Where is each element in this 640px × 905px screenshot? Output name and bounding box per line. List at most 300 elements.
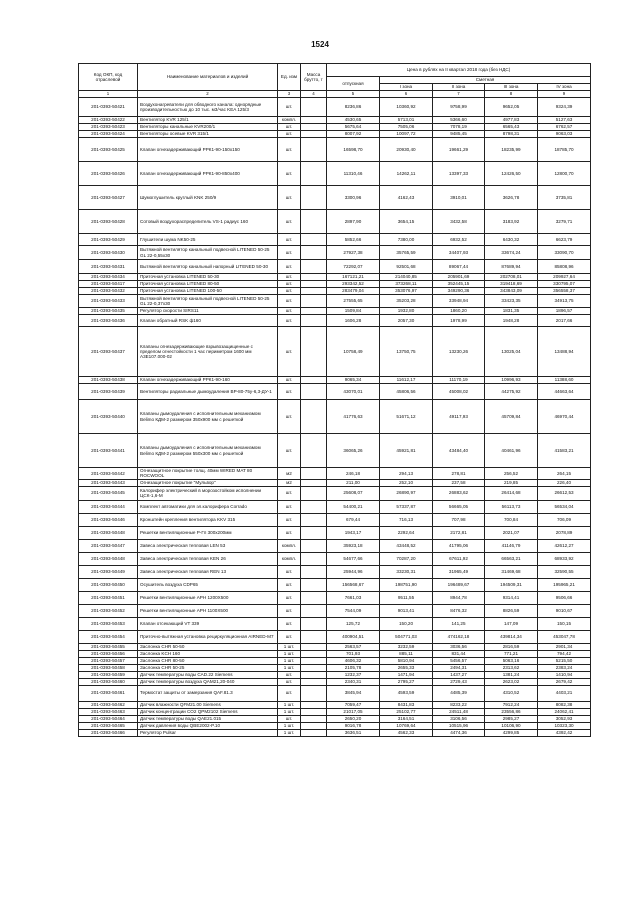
item-unit: шт. [278, 124, 301, 131]
price-zone-3: 700,84 [485, 513, 538, 526]
price-zone-1: 4162,43 [380, 186, 433, 210]
price-zone-3: 2313,62 [485, 664, 538, 671]
table-row [79, 591, 591, 604]
price-zone-4: 33090,70 [538, 246, 591, 260]
price-zone-1: 10769,64 [380, 722, 433, 729]
item-unit: шт. [278, 260, 301, 274]
price-zone-4: 1410,94 [538, 671, 591, 678]
table-row [79, 617, 591, 630]
price-zone-2: 831,44 [433, 650, 485, 657]
item-code: 201-0393-50454 [79, 630, 138, 643]
price-zone-2: 45008,02 [433, 384, 485, 400]
table-row [79, 671, 591, 678]
price-zone-2: 43484,40 [433, 434, 485, 468]
price-zone-1: 10097,72 [380, 131, 433, 138]
price-zone-3: 12426,50 [485, 162, 538, 186]
price-zone-4: 44663,64 [538, 384, 591, 400]
price-zone-3: 40461,96 [485, 434, 538, 468]
price-release: 1943,17 [327, 526, 380, 539]
item-unit: шт. [278, 486, 301, 500]
item-code: 201-0393-50451 [79, 591, 138, 604]
item-code: 201-0393-50465 [79, 722, 138, 729]
item-code: 201-0393-50423 [79, 124, 138, 131]
item-code: 201-0393-50455 [79, 643, 138, 650]
table-row [79, 315, 591, 327]
item-code: 201-0393-50452 [79, 604, 138, 617]
price-zone-3: 33423,35 [485, 295, 538, 308]
table-row [79, 384, 591, 400]
item-name: Клапаны дымоудаления с исполнительным механизмом Belimo КДМ-2 размером 550х300 мм с решеткой [138, 434, 278, 468]
item-unit: шт. [278, 604, 301, 617]
price-zone-1: 1932,80 [380, 308, 433, 315]
item-name: Огнезащитное покрытие "Мульвор" [138, 479, 278, 486]
item-code: 201-0393-50440 [79, 400, 138, 434]
item-code: 201-0393-50430 [79, 246, 138, 260]
price-zone-3: 8798,31 [485, 131, 538, 138]
table-row [79, 715, 591, 722]
price-release: 2650,20 [327, 715, 380, 722]
item-code: 201-0393-50438 [79, 377, 138, 384]
table-row [79, 664, 591, 671]
item-name: Приточная установка LITENED 80-50 [138, 281, 278, 288]
price-zone-1: 3232,59 [380, 643, 433, 650]
item-mass [301, 234, 327, 246]
table-row [79, 138, 591, 162]
item-name: Клапаны дымоудаления с исполнительным механизмом Belimo КДМ-2 размером 350х900 мм с решеткой [138, 400, 278, 434]
price-zone-2: 9758,99 [433, 98, 485, 117]
price-zone-3: 6430,32 [485, 234, 538, 246]
item-unit: шт. [278, 513, 301, 526]
price-zone-1: 45921,81 [380, 434, 433, 468]
price-zone-1: 92501,68 [380, 260, 433, 274]
price-zone-3: 18235,99 [485, 138, 538, 162]
price-release: 7059,47 [327, 701, 380, 708]
item-unit: шт. [278, 234, 301, 246]
table-row [79, 729, 591, 736]
table-row [79, 657, 591, 664]
item-code: 201-0393-50442 [79, 468, 138, 480]
item-unit: шт. [278, 526, 301, 539]
price-release: 35923,18 [327, 539, 380, 552]
price-zone-3: 2985,27 [485, 715, 538, 722]
price-zone-3: 26414,68 [485, 486, 538, 500]
item-name: Клапаны огнезадерживающие взрывозащищенные с пределом огнестойкости 1 час периметром 1600 мм А3Е107.000-02 [138, 327, 278, 377]
price-zone-3: 2623,02 [485, 678, 538, 685]
header-name: Наименование материалов и изделий [138, 64, 278, 91]
item-mass [301, 295, 327, 308]
item-mass [301, 552, 327, 565]
price-zone-3: 2816,59 [485, 643, 538, 650]
price-release: 9016,78 [327, 722, 380, 729]
item-mass [301, 722, 327, 729]
price-zone-1: 2795,27 [380, 678, 433, 685]
price-zone-4: 46970,44 [538, 400, 591, 434]
item-code: 201-0393-50417 [79, 281, 138, 288]
price-zone-1: 14262,11 [380, 162, 433, 186]
price-zone-4: 26612,53 [538, 486, 591, 500]
item-name: Комплект автоматики для эл.калорифера Corrado [138, 500, 278, 513]
item-code: 201-0393-50450 [79, 578, 138, 591]
item-mass [301, 630, 327, 643]
item-unit: компл. [278, 117, 301, 124]
table-row [79, 722, 591, 729]
price-zone-3: 31469,68 [485, 565, 538, 578]
item-unit: шт. [278, 630, 301, 643]
price-zone-1: 4593,59 [380, 685, 433, 701]
price-zone-3: 41146,79 [485, 539, 538, 552]
price-release: 679,44 [327, 513, 380, 526]
item-unit: шт. [278, 186, 301, 210]
item-mass [301, 210, 327, 234]
price-zone-3: 10106,90 [485, 722, 538, 729]
price-zone-4: 56534,04 [538, 500, 591, 513]
price-zone-2: 41795,06 [433, 539, 485, 552]
item-code: 201-0393-50464 [79, 715, 138, 722]
column-number: 1 [79, 91, 138, 98]
table-row [79, 295, 591, 308]
item-code: 201-0393-50447 [79, 539, 138, 552]
item-unit: 1 шт. [278, 657, 301, 664]
item-unit: шт. [278, 671, 301, 678]
item-name: Завеса электрическая тепловая REN 13 [138, 565, 278, 578]
item-mass [301, 539, 327, 552]
item-unit: 1 шт. [278, 722, 301, 729]
price-release: 25608,07 [327, 486, 380, 500]
price-zone-2: 4485,39 [433, 685, 485, 701]
item-code: 201-0393-50435 [79, 308, 138, 315]
column-number: 5 [327, 91, 380, 98]
price-zone-2: 2172,81 [433, 526, 485, 539]
price-zone-1: 198751,90 [380, 578, 433, 591]
item-name: Клапан обратный RSK ф160 [138, 315, 278, 327]
item-mass [301, 377, 327, 384]
item-code: 201-0393-50428 [79, 210, 138, 234]
item-mass [301, 186, 327, 210]
item-code: 201-0393-50458 [79, 664, 138, 671]
price-zone-2: 1437,27 [433, 671, 485, 678]
item-code: 201-0393-50448 [79, 526, 138, 539]
price-zone-1: 10360,92 [380, 98, 433, 117]
price-zone-4: 150,15 [538, 617, 591, 630]
price-zone-3: 343843,09 [485, 288, 538, 295]
price-zone-4: 24062,41 [538, 708, 591, 715]
price-release: 36065,26 [327, 434, 380, 468]
item-mass [301, 604, 327, 617]
item-code: 201-0393-50457 [79, 657, 138, 664]
price-zone-2: 3106,56 [433, 715, 485, 722]
price-zone-2: 33948,94 [433, 295, 485, 308]
item-unit: шт. [278, 715, 301, 722]
item-unit: 1 шт. [278, 708, 301, 715]
price-release: 211,00 [327, 479, 380, 486]
price-zone-4: 9324,39 [538, 98, 591, 117]
price-zone-1: 33230,31 [380, 565, 433, 578]
price-zone-4: 356558,37 [538, 288, 591, 295]
price-zone-2: 6932,52 [433, 234, 485, 246]
price-zone-2: 5456,57 [433, 657, 485, 664]
table-row [79, 539, 591, 552]
item-name: Завеса электрическая тепловая LEN 53 [138, 539, 278, 552]
item-name: Датчик температуры воздуха QAM21,20-040 [138, 678, 278, 685]
price-release: 3845,94 [327, 685, 380, 701]
item-mass [301, 701, 327, 708]
price-zone-1: 8431,83 [380, 701, 433, 708]
price-release: 54677,66 [327, 552, 380, 565]
price-zone-2: 7078,19 [433, 124, 485, 131]
item-code: 201-0393-50445 [79, 486, 138, 500]
item-mass [301, 162, 327, 186]
price-zone-2: 13230,26 [433, 327, 485, 377]
price-zone-1: 7380,00 [380, 234, 433, 246]
price-zone-2: 8476,32 [433, 604, 485, 617]
price-zone-4: 706,09 [538, 513, 591, 526]
item-code: 201-0393-50461 [79, 685, 138, 701]
price-zone-4: 6623,79 [538, 234, 591, 246]
item-name: Огнезащитное покрытие толщ. 40мм WIRED MAT 80 ROCWOOL [138, 468, 278, 480]
item-unit: шт. [278, 400, 301, 434]
item-unit: шт. [278, 281, 301, 288]
item-name: Вентиляторы радиальные дымоудаления ВР-80-75у-6,3-ДУ-1 [138, 384, 278, 400]
price-zone-4: 68933,92 [538, 552, 591, 565]
price-zone-1: 3164,51 [380, 715, 433, 722]
item-mass [301, 578, 327, 591]
price-zone-4: 9010,67 [538, 604, 591, 617]
price-zone-1: 9511,55 [380, 591, 433, 604]
column-number: 3 [278, 91, 301, 98]
item-code: 201-0393-50446 [79, 513, 138, 526]
item-unit: 1 шт. [278, 643, 301, 650]
price-zone-2: 67611,92 [433, 552, 485, 565]
price-zone-4: 41583,21 [538, 434, 591, 468]
price-zone-2: 31965,49 [433, 565, 485, 578]
item-code: 201-0393-50448 [79, 552, 138, 565]
table-row [79, 701, 591, 708]
price-zone-1: 45806,56 [380, 384, 433, 400]
header-unit: Ед. изм [278, 64, 301, 91]
header-price: Цена в рублях на II квартал 2018 года (без НДС) [327, 64, 591, 77]
item-code: 201-0393-50453 [79, 617, 138, 630]
table-row [79, 131, 591, 138]
price-zone-4: 264,15 [538, 468, 591, 480]
header-release: отпускная [327, 77, 380, 91]
price-zone-4: 5215,50 [538, 657, 591, 664]
header-zone-3: III зона [485, 84, 538, 91]
item-code: 201-0393-50429 [79, 234, 138, 246]
price-zone-2: 13397,33 [433, 162, 485, 186]
item-mass [301, 288, 327, 295]
price-zone-2: 141,25 [433, 617, 485, 630]
table-row [79, 678, 591, 685]
table-row [79, 630, 591, 643]
price-zone-3: 147,09 [485, 617, 538, 630]
price-zone-4: 2679,42 [538, 678, 591, 685]
price-release: 293342,52 [327, 281, 380, 288]
price-zone-3: 23556,86 [485, 708, 538, 715]
price-zone-2: 3036,56 [433, 643, 485, 650]
item-name: Калорифер электрический в морозостойком исполнении ЦСК-1,6-М [138, 486, 278, 500]
table-row [79, 281, 591, 288]
price-zone-3: 194509,31 [485, 578, 538, 591]
item-name: Завеса электрическая тепловая KEN 26 [138, 552, 278, 565]
table-row [79, 513, 591, 526]
price-zone-2: 9485,45 [433, 131, 485, 138]
price-release: 167121,21 [327, 274, 380, 281]
item-mass [301, 468, 327, 480]
item-code: 201-0393-50432 [79, 288, 138, 295]
price-zone-2: 89067,44 [433, 260, 485, 274]
table-row [79, 468, 591, 480]
price-release: 8007,92 [327, 131, 380, 138]
item-name: Датчик влажности QFM21.00 Siemens [138, 701, 278, 708]
item-name: Решетки вентиляционные Р-Гп 300х200мм [138, 526, 278, 539]
price-release: 5852,66 [327, 234, 380, 246]
price-zone-1: 150,20 [380, 617, 433, 630]
price-zone-4: 4403,21 [538, 685, 591, 701]
price-zone-1: 43448,52 [380, 539, 433, 552]
item-code: 201-0393-50424 [79, 131, 138, 138]
item-mass [301, 260, 327, 274]
column-number: 9 [538, 91, 591, 98]
price-zone-1: 25102,77 [380, 708, 433, 715]
item-mass [301, 591, 327, 604]
item-mass [301, 664, 327, 671]
table-row [79, 274, 591, 281]
price-release: 21017,05 [327, 708, 380, 715]
page-number: 1524 [311, 40, 329, 49]
price-zone-3: 33674,24 [485, 246, 538, 260]
item-unit: шт. [278, 246, 301, 260]
item-name: Глушители шума NK50-25 [138, 234, 278, 246]
price-zone-2: 1978,99 [433, 315, 485, 327]
price-release: 701,93 [327, 650, 380, 657]
table-row [79, 650, 591, 657]
price-release: 3636,51 [327, 729, 380, 736]
item-mass [301, 729, 327, 736]
header-mass: Масса брутто, т [301, 64, 327, 91]
item-mass [301, 685, 327, 701]
table-row [79, 604, 591, 617]
price-release: 7544,09 [327, 604, 380, 617]
price-zone-4: 12800,70 [538, 162, 591, 186]
price-zone-1: 885,11 [380, 650, 433, 657]
item-unit: шт. [278, 308, 301, 315]
price-zone-4: 85808,96 [538, 260, 591, 274]
price-release: 7661,03 [327, 591, 380, 604]
price-zone-3: 1381,24 [485, 671, 538, 678]
price-zone-4: 34913,75 [538, 295, 591, 308]
price-zone-3: 3183,92 [485, 210, 538, 234]
price-zone-4: 3052,93 [538, 715, 591, 722]
item-mass [301, 384, 327, 400]
item-code: 201-0393-50421 [79, 98, 138, 117]
item-mass [301, 281, 327, 288]
item-unit: шт. [278, 384, 301, 400]
item-mass [301, 671, 327, 678]
item-name: Осушитель воздуха CDP65 [138, 578, 278, 591]
price-zone-1: 13750,75 [380, 327, 433, 377]
price-zone-3: 45709,84 [485, 400, 538, 434]
price-zone-2: 205901,69 [433, 274, 485, 281]
price-zone-2: 474162,18 [433, 630, 485, 643]
item-name: Термостат защиты от замерзания QAF.81.3 [138, 685, 278, 701]
table-row [79, 186, 591, 210]
price-zone-2: 3432,58 [433, 210, 485, 234]
item-unit: м2 [278, 479, 301, 486]
item-mass [301, 526, 327, 539]
price-zone-1: 11612,17 [380, 377, 433, 384]
item-mass [301, 650, 327, 657]
price-zone-4: 2078,89 [538, 526, 591, 539]
price-zone-3: 219,85 [485, 479, 538, 486]
item-name: Регулятор скорости SIRS11 [138, 308, 278, 315]
header-zone-2: II зона [433, 84, 485, 91]
price-zone-4: 2017,66 [538, 315, 591, 327]
item-unit: шт. [278, 327, 301, 377]
item-mass [301, 274, 327, 281]
price-zone-1: 35203,28 [380, 295, 433, 308]
table-row [79, 486, 591, 500]
item-name: Вытяжной вентилятор канальный напорный LITENED 50-30 [138, 260, 278, 274]
price-zone-2: 34407,93 [433, 246, 485, 260]
item-code: 201-0393-50444 [79, 500, 138, 513]
price-zone-1: 7505,06 [380, 124, 433, 131]
price-zone-1: 4562,33 [380, 729, 433, 736]
item-code: 201-0393-50427 [79, 186, 138, 210]
price-zone-1: 373268,11 [380, 281, 433, 288]
price-zone-3: 7912,24 [485, 701, 538, 708]
table-row [79, 117, 591, 124]
item-code: 201-0393-50441 [79, 434, 138, 468]
table-row [79, 565, 591, 578]
price-zone-2: 26883,62 [433, 486, 485, 500]
item-code: 201-0393-50462 [79, 701, 138, 708]
price-zone-3: 439814,34 [485, 630, 538, 643]
price-zone-4: 42612,27 [538, 539, 591, 552]
price-release: 1606,28 [327, 315, 380, 327]
price-zone-3: 10996,93 [485, 377, 538, 384]
price-release: 3300,96 [327, 186, 380, 210]
item-name: Шумоглушитель круглый KNK 250/9 [138, 186, 278, 210]
item-name: Клапан огнезадерживающий РРК1-90-850х400 [138, 162, 278, 186]
item-code: 201-0393-50431 [79, 260, 138, 274]
price-zone-1: 3654,15 [380, 210, 433, 234]
table-row [79, 578, 591, 591]
table-row [79, 327, 591, 377]
price-zone-4: 195965,21 [538, 578, 591, 591]
item-code: 201-0393-50460 [79, 678, 138, 685]
item-mass [301, 657, 327, 664]
price-release: 125,72 [327, 617, 380, 630]
item-unit: шт. [278, 678, 301, 685]
item-name: Приточная установка LITENED 50-30 [138, 274, 278, 281]
item-name: Вентилятор KVR 125/1 [138, 117, 278, 124]
price-zone-3: 4299,85 [485, 729, 538, 736]
price-zone-1: 504771,03 [380, 630, 433, 643]
table-row [79, 98, 591, 117]
item-name: Клапан огнезадерживающий РРК1-90-150х150 [138, 138, 278, 162]
price-zone-4: 226,40 [538, 479, 591, 486]
item-mass [301, 565, 327, 578]
price-release: 54400,21 [327, 500, 380, 513]
header-zone-4: IV зона [538, 84, 591, 91]
item-name: Вентиляторы осевые KVR 315/1 [138, 131, 278, 138]
item-code: 201-0393-50434 [79, 274, 138, 281]
item-name: Заслонка KCH 160 [138, 650, 278, 657]
item-name: Датчик температуры воды CAD.22 Siemens [138, 671, 278, 678]
price-zone-1: 9013,41 [380, 604, 433, 617]
price-release: 27555,65 [327, 295, 380, 308]
price-release: 16598,70 [327, 138, 380, 162]
